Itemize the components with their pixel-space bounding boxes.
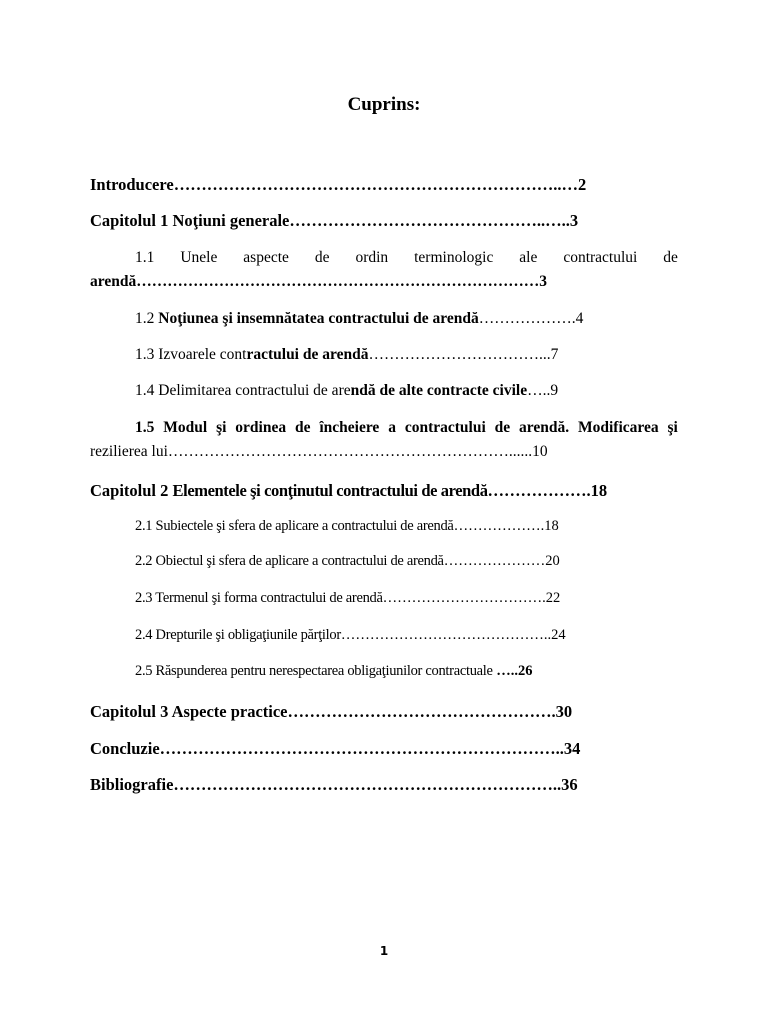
toc-entry-2-4[interactable] bbox=[135, 627, 678, 644]
toc-entry-2-3[interactable] bbox=[135, 590, 678, 607]
toc-word: contractului bbox=[563, 249, 638, 266]
toc-entry-text: Elementele şi conţinutul contractului de arendă bbox=[172, 481, 488, 500]
toc-word: de bbox=[494, 419, 511, 436]
toc-page-dots: …..26 bbox=[492, 663, 533, 679]
toc-entry-introducere[interactable]: Introducere……………………………………………………………..…2 bbox=[90, 175, 587, 194]
toc-word: încheiere bbox=[319, 419, 380, 436]
toc-chapter-label: Capitolul 2 bbox=[90, 481, 173, 500]
toc-page-dots: …………………20 bbox=[443, 553, 560, 569]
toc-entry-text-bold: ndă de alte contracte civile bbox=[350, 382, 528, 399]
toc-word: 1.5 bbox=[135, 419, 155, 436]
toc-word: de bbox=[314, 249, 330, 266]
toc-number: 1.2 bbox=[135, 310, 159, 327]
toc-page-dots: …..9 bbox=[527, 382, 559, 399]
toc-entry-1-5-line2[interactable]: rezilierea lui…………………………………………………………......10 bbox=[90, 443, 548, 460]
toc-word: a bbox=[388, 419, 396, 436]
toc-entry-text: 2.3 Termenul şi forma contractului de arendă bbox=[135, 590, 383, 606]
toc-page-dots: ……………….4 bbox=[478, 310, 584, 327]
toc-page-dots: ……………….18 bbox=[487, 481, 608, 500]
toc-entry-2-5[interactable] bbox=[135, 663, 678, 680]
toc-page-dots: ……………………………………..24 bbox=[340, 627, 566, 643]
toc-entry-text-bold: ractului de arendă bbox=[246, 346, 369, 363]
toc-entry-2-1[interactable] bbox=[135, 518, 678, 535]
toc-word: de bbox=[663, 249, 678, 266]
toc-entry-2-2[interactable] bbox=[135, 553, 678, 570]
toc-entry-1-5-line1[interactable] bbox=[135, 419, 678, 437]
toc-entry-text: 1.3 Izvoarele cont bbox=[135, 346, 247, 363]
toc-entry-1-1-line1[interactable] bbox=[135, 249, 678, 267]
toc-page-dots: ……………………………...7 bbox=[368, 346, 559, 363]
toc-entry-concluzie[interactable]: Concluzie………………………………………………………………..34 bbox=[90, 739, 581, 758]
toc-word: terminologic bbox=[414, 249, 494, 266]
toc-entry-1-4[interactable] bbox=[135, 382, 678, 400]
page-number: 1 bbox=[379, 944, 389, 958]
toc-entry-capitolul-2[interactable] bbox=[90, 481, 678, 501]
toc-entry-text: 2.1 Subiectele şi sfera de aplicare a contractului de arendă bbox=[135, 518, 454, 534]
toc-word: 1.1 bbox=[135, 249, 155, 266]
toc-word: aspecte bbox=[243, 249, 289, 266]
toc-page-dots: ……………….18 bbox=[453, 518, 559, 534]
toc-entry-1-3[interactable] bbox=[135, 346, 678, 364]
toc-entry-bibliografie[interactable]: Bibliografie……………………………………………………………..36 bbox=[90, 775, 578, 794]
page-title: Cuprins: bbox=[347, 94, 421, 115]
toc-entry-text: 2.5 Răspunderea pentru nerespectarea obligaţiunilor contractuale bbox=[135, 663, 493, 679]
toc-entry-text: 2.2 Obiectul şi sfera de aplicare a contractului de arendă bbox=[135, 553, 444, 569]
toc-entry-1-2[interactable] bbox=[135, 310, 678, 328]
toc-word: ordin bbox=[355, 249, 389, 266]
toc-word: de bbox=[294, 419, 311, 436]
toc-entry-text: Noţiunea şi insemnătatea contractului de arendă bbox=[158, 310, 479, 327]
toc-word: Unele bbox=[180, 249, 218, 266]
toc-entry-capitolul-3[interactable]: Capitolul 3 Aspecte practice………………………………………….30 bbox=[90, 702, 573, 721]
toc-word: Modificarea bbox=[578, 419, 659, 436]
toc-word: şi bbox=[216, 419, 227, 436]
toc-entry-1-1-line2[interactable] bbox=[90, 273, 678, 291]
toc-word: şi bbox=[667, 419, 678, 436]
toc-word: contractului bbox=[404, 419, 486, 436]
toc-word: ale bbox=[519, 249, 538, 266]
toc-word: arendă. bbox=[519, 419, 570, 436]
toc-entry-text: 1.4 Delimitarea contractului de are bbox=[135, 382, 351, 399]
toc-entry-text: 2.4 Drepturile şi obligaţiunile părţilor bbox=[135, 627, 341, 643]
toc-word: ordinea bbox=[235, 419, 287, 436]
toc-word: Modul bbox=[163, 419, 208, 436]
toc-page-dots: …………………………….22 bbox=[382, 590, 561, 606]
toc-entry-text: arendă……………………………………………………………………3 bbox=[90, 273, 547, 290]
toc-entry-capitolul-1[interactable]: Capitolul 1 Noţiuni generale………………………………………..…..3 bbox=[90, 211, 579, 230]
